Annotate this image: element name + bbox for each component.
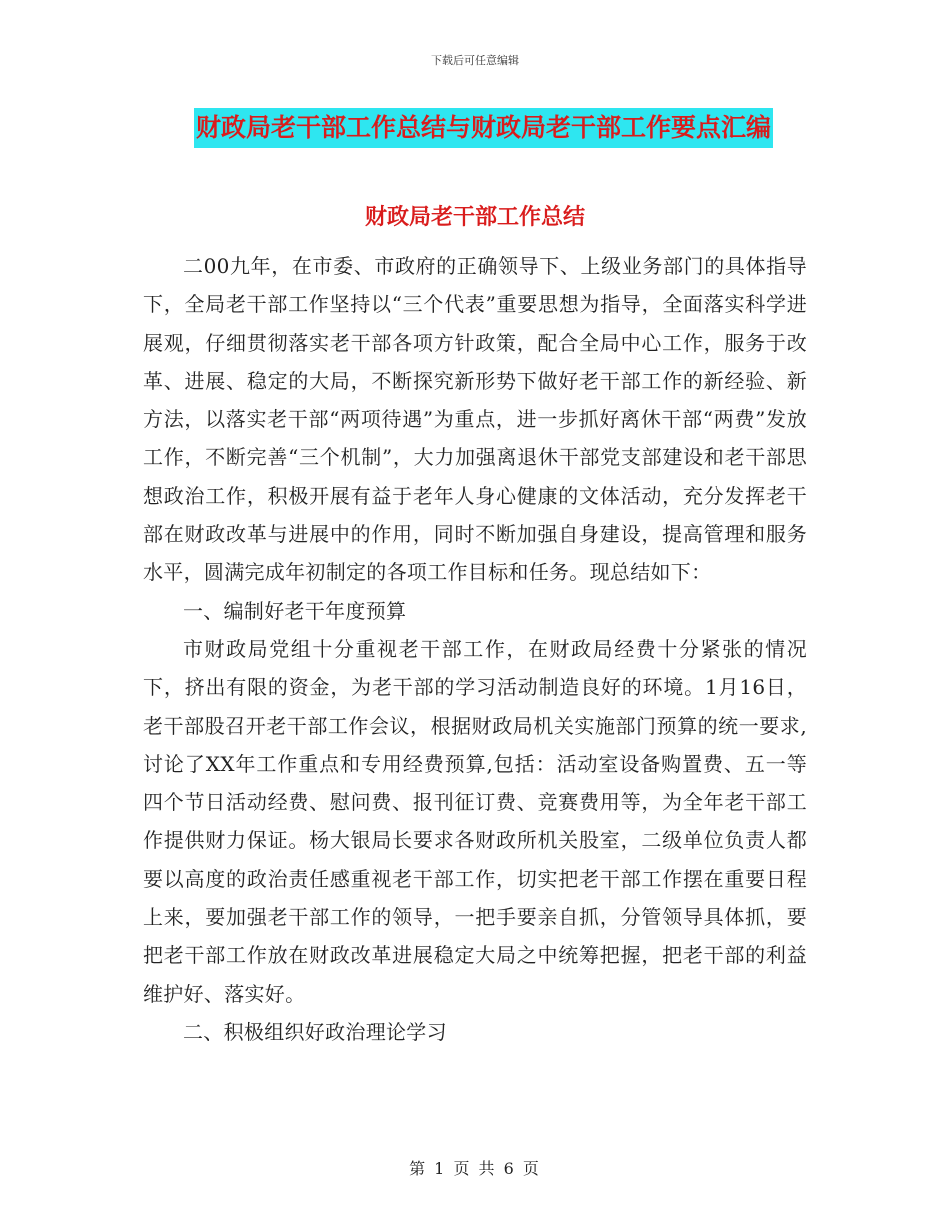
page-footer: 第 1 页 共 6 页 [409, 1159, 541, 1178]
document-title-container [194, 108, 773, 148]
document-title: 财政局老干部工作总结与财政局老干部工作要点汇编 [194, 108, 773, 148]
heading-political-study: 二、积极组织好政治理论学习 [183, 1019, 447, 1044]
section-title: 财政局老干部工作总结 [364, 205, 585, 230]
page-header-note: 下载后可任意编辑 [431, 54, 519, 67]
document-body [143, 247, 807, 1051]
heading-budget: 一、编制好老干年度预算 [183, 598, 407, 623]
paragraph-budget: 市财政局党组十分重视老干部工作，在财政局经费十分紧张的情况下，挤出有限的资金，为老干部的学习活动制造良好的环境。1月16日，老干部股召开老干部工作会议，根据财政局机关实施部门预算的统一要求,讨论了XX年工作重点和专用经费预算,包括：活动室设备购置费、五一等四个节日活动经费、慰问费、报刊征订费、竞赛费用等，为全年老干部工作提供财力保证。杨大银局长要求各财政所机关股室，二级单位负责人都要以高度的政治责任感重视老干部工作，切实把老干部工作摆在重要日程上来，要加强老干部工作的领导，一把手要亲自抓，分管领导具体抓，要把老干部工作放在财政改革进展稳定大局之中统筹把握，把老干部的利益维护好、落实好。 [143, 636, 807, 1006]
paragraph-intro: 二00九年，在市委、市政府的正确领导下、上级业务部门的具体指导下，全局老干部工作坚持以“三个代表”重要思想为指导，全面落实科学进展观，仔细贯彻落实老干部各项方针政策，配合全局中心工作，服务于改革、进展、稳定的大局，不断探究新形势下做好老干部工作的新经验、新方法，以落实老干部“两项待遇”为重点，进一步抓好离休干部“两费”发放工作，不断完善“三个机制”，大力加强离退休干部党支部建设和老干部思想政治工作，积极开展有益于老年人身心健康的文体活动，充分发挥老干部在财政改革与进展中的作用，同时不断加强自身建设，提高管理和服务水平，圆满完成年初制定的各项工作目标和任务。现总结如下： [143, 254, 807, 585]
